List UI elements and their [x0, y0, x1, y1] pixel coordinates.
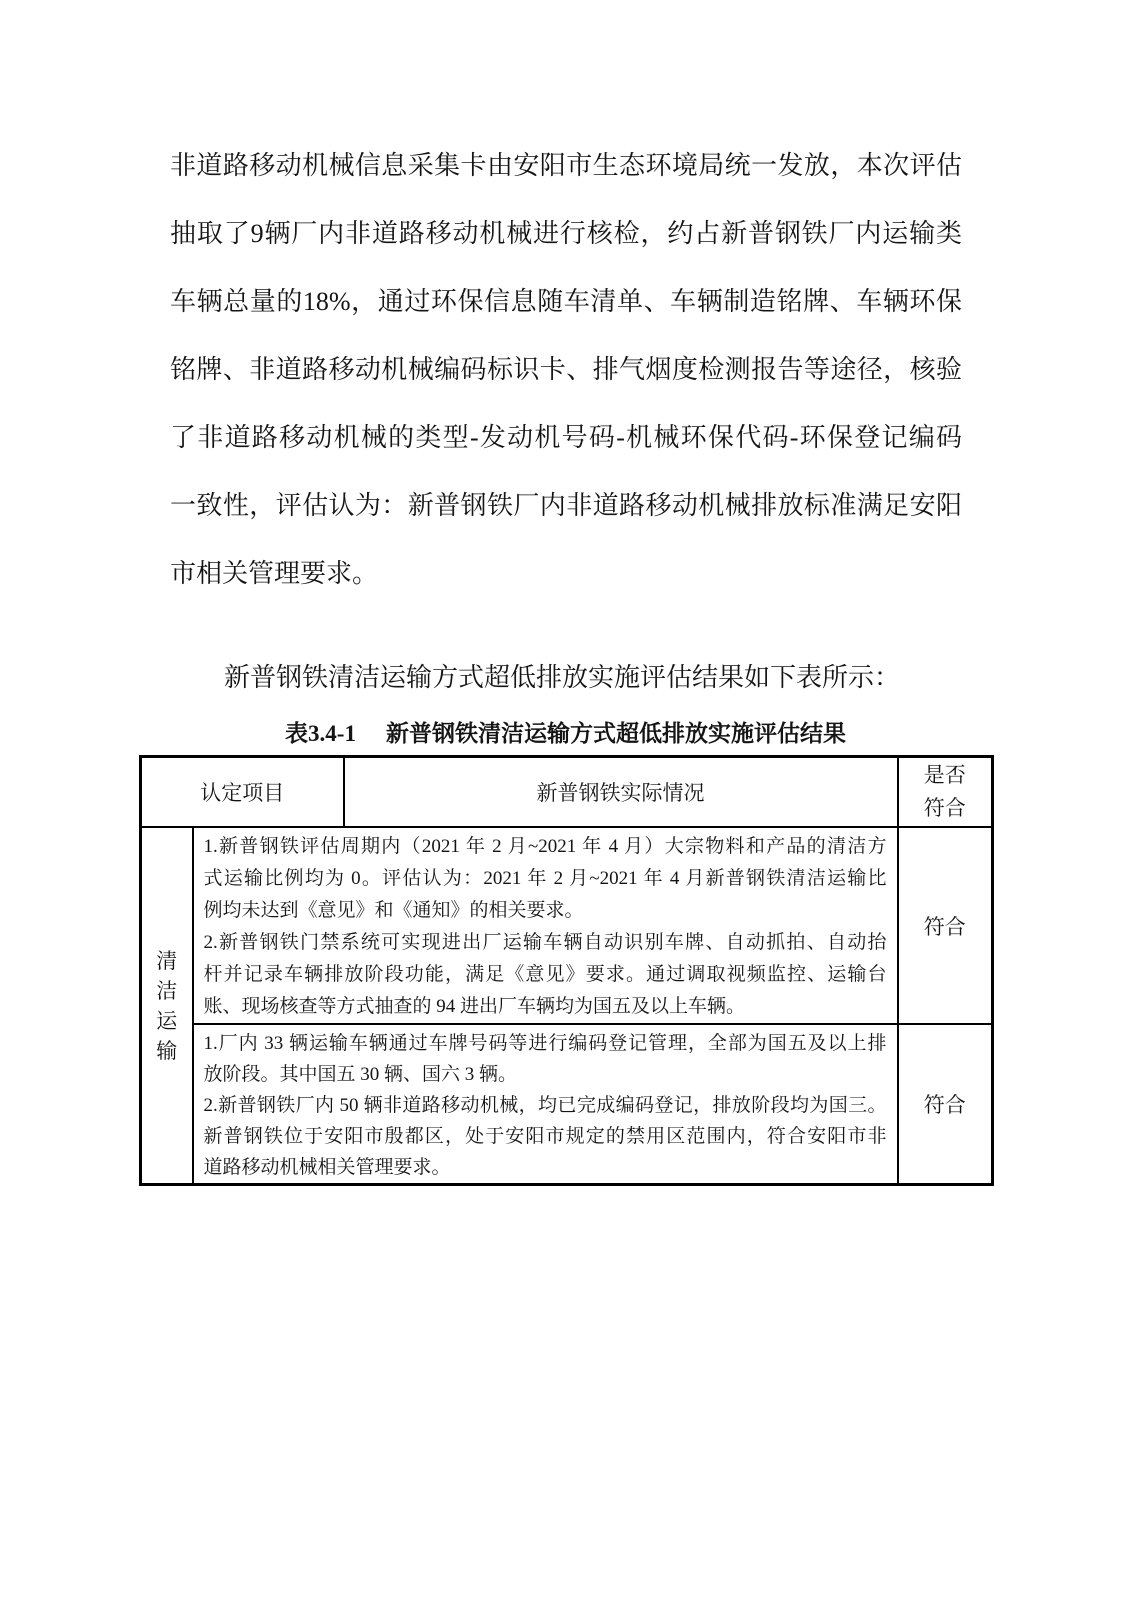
- table-header-row: [141, 757, 993, 828]
- content-cell-row2: [193, 1024, 898, 1185]
- paragraph-line: 抽取了9辆厂内非道路移动机械进行核检，约占新普钢铁厂内运输类: [170, 219, 962, 248]
- verdict-cell-row1: 符合: [898, 827, 993, 1024]
- content-line: 2.新普钢铁门禁系统可实现进出厂运输车辆自动识别车牌、自动抓拍、自动抬: [203, 932, 887, 953]
- category-char: 洁: [156, 978, 178, 1003]
- content-line: 杆并记录车辆排放阶段功能，满足《意见》要求。通过调取视频监控、运输台: [203, 964, 887, 985]
- paragraph-line: 一致性，评估认为：新普钢铁厂内非道路移动机械排放标准满足安阳: [170, 491, 962, 520]
- table-caption: [0, 716, 1131, 752]
- category-char: 清: [156, 948, 178, 973]
- category-char: 输: [156, 1038, 178, 1063]
- assessment-table: [139, 755, 994, 1186]
- paragraph-line: 车辆总量的18%，通过环保信息随车清单、车辆制造铭牌、车辆环保: [170, 287, 962, 316]
- content-line: 例均未达到《意见》和《通知》的相关要求。: [203, 900, 584, 921]
- header-conform-line1: 是否: [923, 763, 966, 787]
- table-row: [141, 1024, 993, 1185]
- content-cell-row1: [193, 827, 898, 1024]
- table-caption-number: 表3.4-1: [285, 721, 356, 746]
- category-cell-clean-transport: [141, 827, 193, 1185]
- paragraph-line: 铭牌、非道路移动机械编码标识卡、排气烟度检测报告等途径，核验: [170, 355, 962, 384]
- paragraph-line: 非道路移动机械信息采集卡由安阳市生态环境局统一发放，本次评估: [170, 151, 962, 180]
- paragraph-line: 市相关管理要求。: [170, 559, 379, 588]
- content-line: 账、现场核查等方式抽查的 94 进出厂车辆均为国五及以上车辆。: [203, 996, 746, 1017]
- header-cell-conform: [898, 757, 993, 828]
- content-line: 1.厂内 33 辆运输车辆通过车牌号码等进行编码登记管理，全部为国五及以上排: [203, 1033, 887, 1054]
- paragraph-line: 了非道路移动机械的类型-发动机号码-机械环保代码-环保登记编码: [170, 423, 962, 452]
- content-line: 道路移动机械相关管理要求。: [203, 1157, 451, 1178]
- body-paragraph: [170, 132, 962, 608]
- table-intro-sentence: 新普钢铁清洁运输方式超低排放实施评估结果如下表所示：: [224, 663, 901, 692]
- category-char: 运: [156, 1008, 178, 1033]
- header-cell-item: 认定项目: [141, 757, 344, 828]
- content-line: 新普钢铁位于安阳市殷都区，处于安阳市规定的禁用区范围内，符合安阳市非: [203, 1126, 887, 1147]
- header-cell-actual: 新普钢铁实际情况: [344, 757, 898, 828]
- header-conform-line2: 符合: [923, 796, 966, 820]
- content-line: 1.新普钢铁评估周期内（2021 年 2 月~2021 年 4 月）大宗物料和产品的清洁方: [203, 836, 887, 857]
- verdict-cell-row2: 符合: [898, 1024, 993, 1185]
- content-line: 放阶段。其中国五 30 辆、国六 3 辆。: [203, 1064, 518, 1085]
- table-row: [141, 827, 993, 1024]
- content-line: 2.新普钢铁厂内 50 辆非道路移动机械，均已完成编码登记，排放阶段均为国三。: [203, 1095, 887, 1116]
- table-caption-title: 新普钢铁清洁运输方式超低排放实施评估结果: [385, 721, 846, 746]
- content-line: 式运输比例均为 0。评估认为：2021 年 2 月~2021 年 4 月新普钢铁清洁运输比: [203, 868, 887, 889]
